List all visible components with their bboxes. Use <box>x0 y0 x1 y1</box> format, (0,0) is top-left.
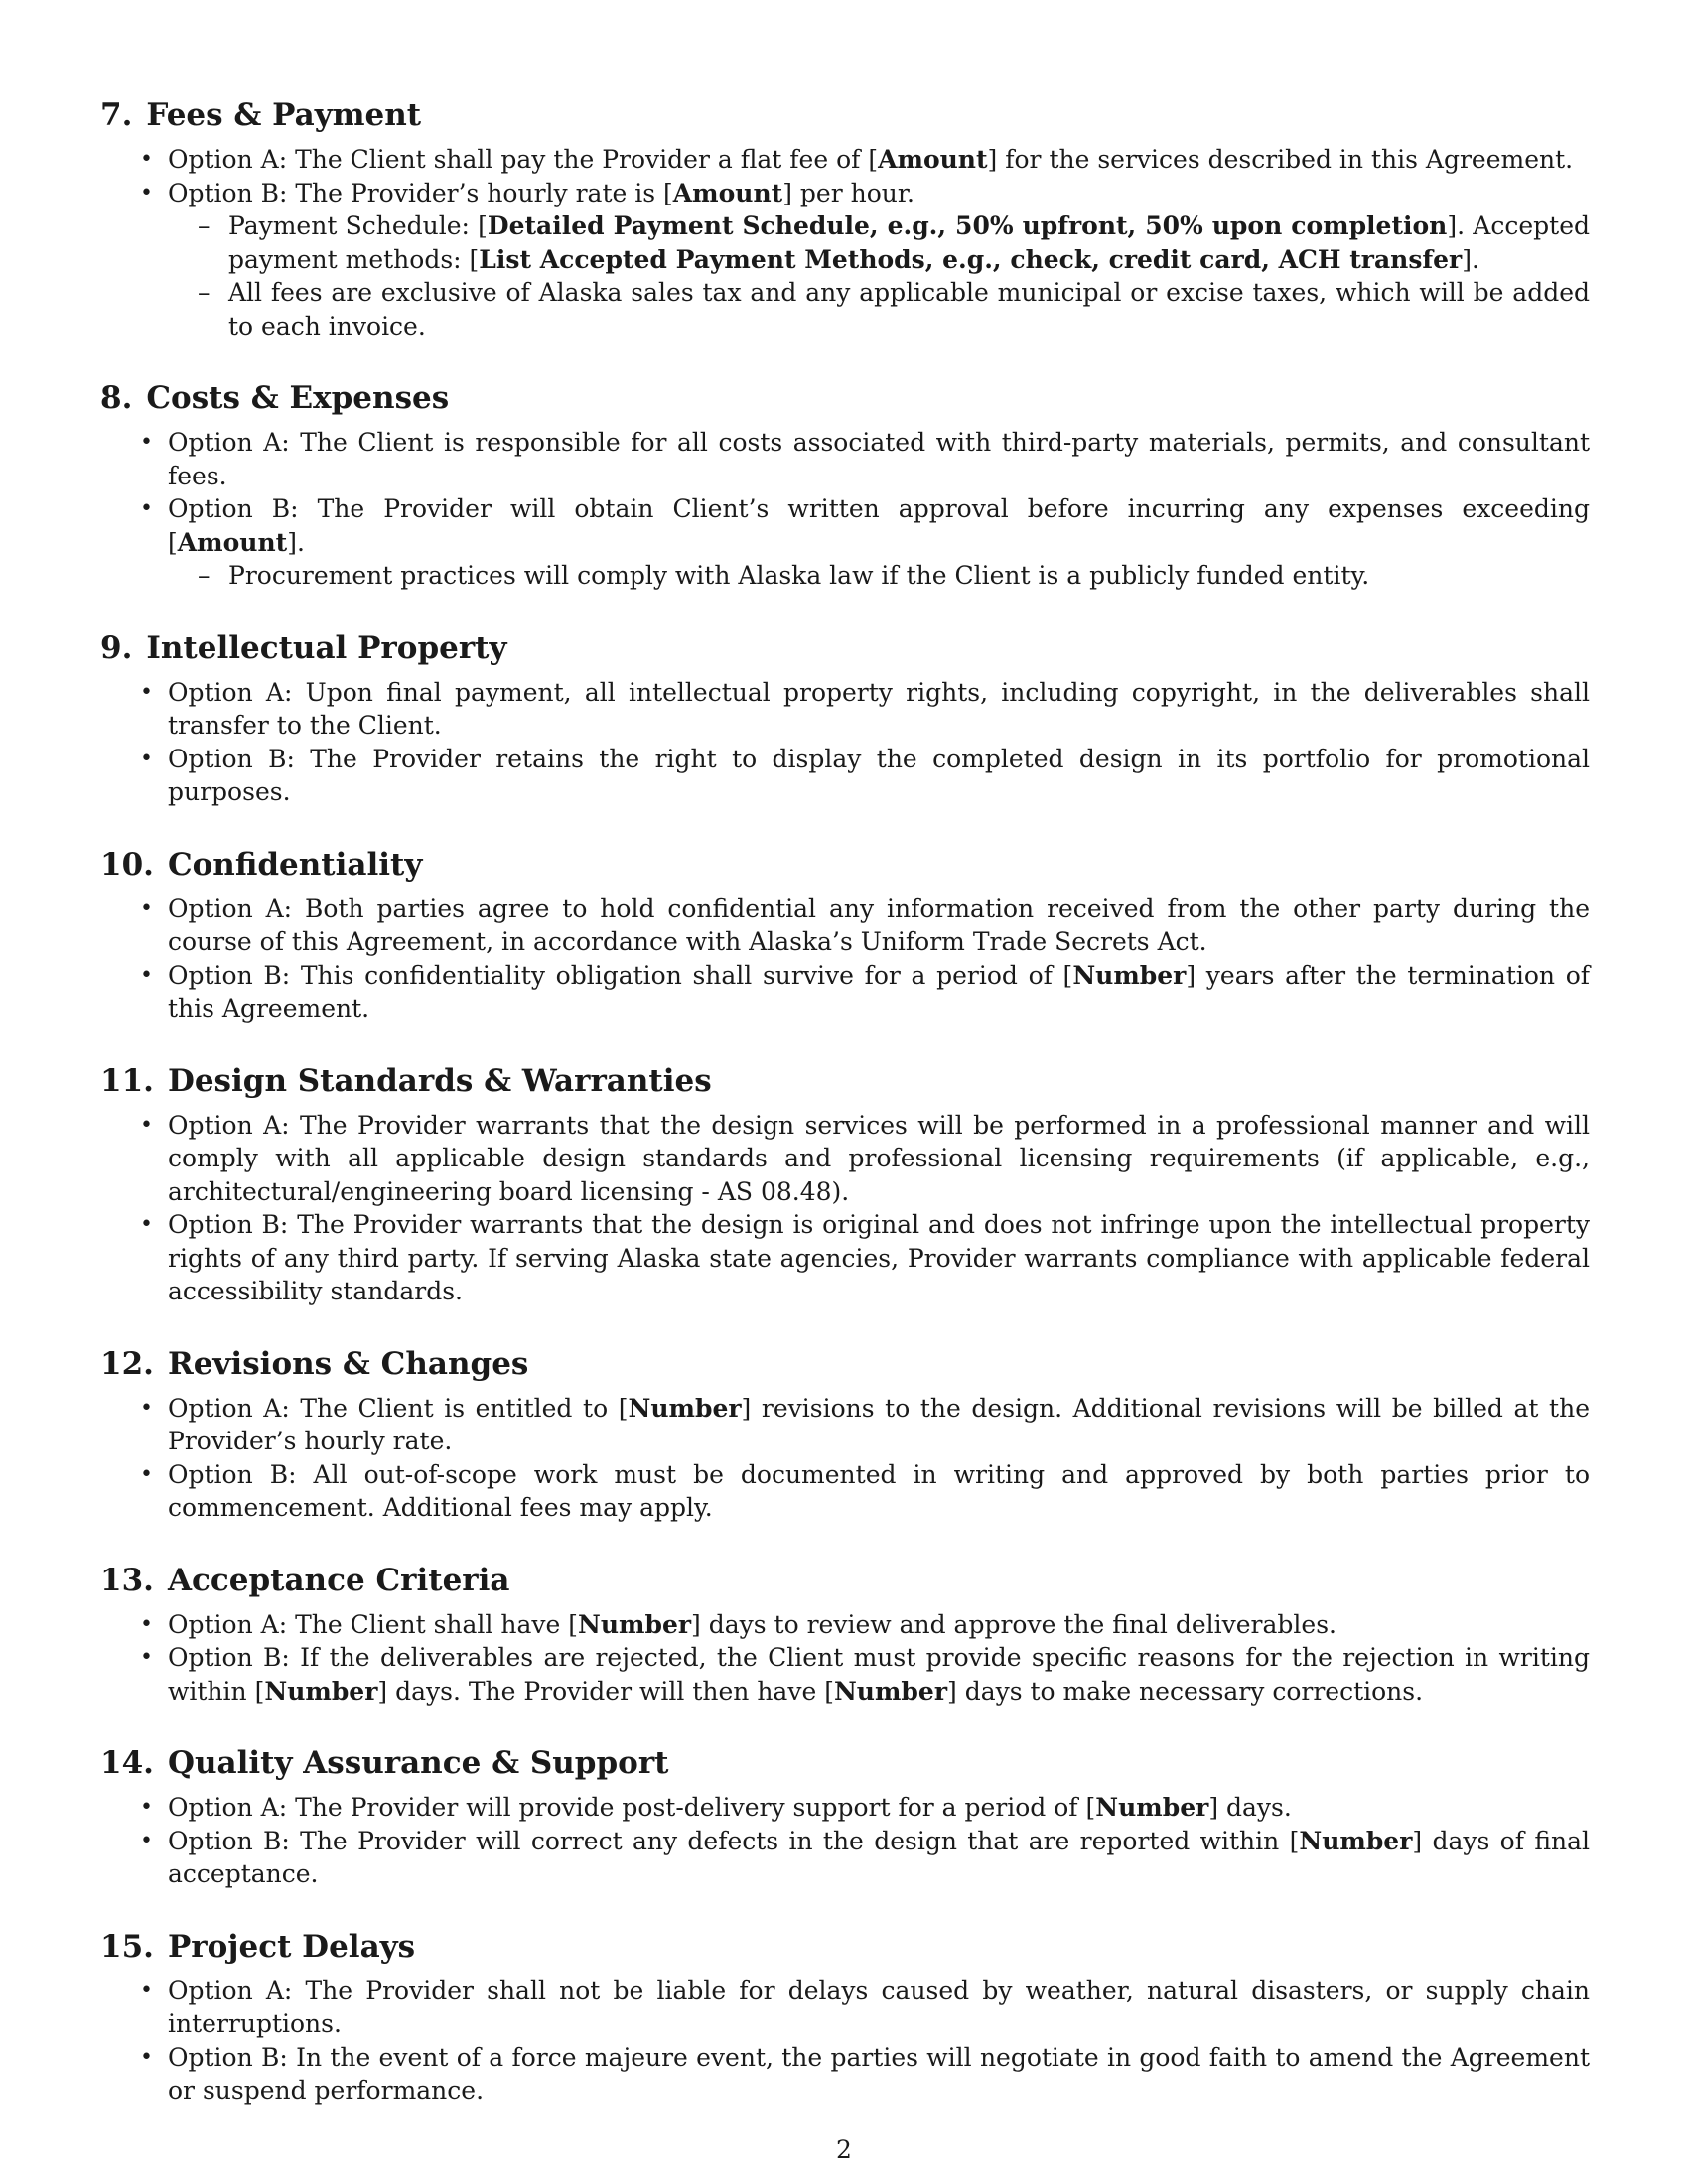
list-item <box>100 676 1590 743</box>
section-title: Project Delays <box>167 1928 416 1965</box>
option-list <box>100 1791 1590 1891</box>
text-run: Option B: The Provider will correct any defects in the design that are reported within [ <box>168 1826 1300 1855</box>
section-number: 13. <box>100 1562 154 1598</box>
text-run: Option B: This confidentiality obligation shall survive for a period of [ <box>168 960 1073 990</box>
bullet-icon: • <box>140 180 153 205</box>
list-item <box>100 1392 1590 1458</box>
placeholder-text: Number <box>264 1676 378 1706</box>
bullet-icon: • <box>140 496 153 521</box>
bullet-icon: • <box>140 1461 153 1487</box>
list-item <box>100 177 1590 343</box>
placeholder-text: List Accepted Payment Methods, e.g., check, credit card, ACH transfer <box>479 244 1463 274</box>
section <box>100 1927 1590 2108</box>
placeholder-text: Amount <box>672 178 783 207</box>
option-list <box>100 892 1590 1025</box>
bullet-icon: • <box>140 1795 153 1820</box>
bullet-icon: • <box>140 746 153 771</box>
section-number: 11. <box>100 1062 154 1099</box>
section-title: Revisions & Changes <box>167 1345 529 1382</box>
option-list <box>100 143 1590 342</box>
section-heading <box>100 1743 1590 1783</box>
bullet-icon: • <box>140 1395 153 1421</box>
placeholder-text: Number <box>1299 1826 1413 1855</box>
list-item <box>100 1791 1590 1825</box>
dash-icon: – <box>198 278 211 307</box>
section-heading <box>100 1344 1590 1384</box>
sub-list-item <box>100 559 1590 593</box>
section-title: Intellectual Property <box>146 629 507 666</box>
placeholder-text: Number <box>1095 1793 1209 1822</box>
section-title: Quality Assurance & Support <box>167 1745 669 1781</box>
section-heading <box>100 378 1590 418</box>
sub-list-item <box>100 209 1590 276</box>
list-item <box>100 143 1590 177</box>
text-run: Option A: The Provider will provide post-delivery support for a period of [ <box>168 1793 1096 1822</box>
placeholder-text: Detailed Payment Schedule, e.g., 50% upfront, 50% upon completion <box>487 211 1448 240</box>
sub-list-item <box>100 276 1590 342</box>
bullet-icon: • <box>140 2044 153 2070</box>
bullet-icon: • <box>140 147 153 172</box>
list-item <box>100 1975 1590 2041</box>
bullet-icon: • <box>140 679 153 705</box>
list-item <box>100 492 1590 593</box>
text-run: Option A: The Client is responsible for all costs associated with third-party materials, permits, and consultant fees. <box>168 428 1590 490</box>
section-heading <box>100 1927 1590 1967</box>
text-run: ] per hour. <box>782 178 915 207</box>
text-run: Option A: The Provider warrants that the design services will be performed in a professional manner and will comply with all applicable design standards and professional licensing requirements (if applicable, e.g., architectural/engineering board licensing - AS 08.48). <box>168 1110 1590 1206</box>
text-run: Option B: The Provider retains the right to display the completed design in its portfolio for promotional purposes. <box>168 744 1590 806</box>
section <box>100 628 1590 809</box>
placeholder-text: Number <box>628 1393 742 1423</box>
section <box>100 1743 1590 1891</box>
sub-list <box>168 209 1590 342</box>
section-number: 10. <box>100 846 154 883</box>
placeholder-text: Number <box>1072 960 1187 990</box>
text-run: Option B: All out-of-scope work must be documented in writing and approved by both parties prior to commencement. Additional fees may apply. <box>168 1459 1590 1522</box>
text-run: ] days of final acceptance. <box>168 1826 1590 1888</box>
bullet-icon: • <box>140 1212 153 1237</box>
text-run: Option B: In the event of a force majeure event, the parties will negotiate in good faith to amend the Agreement or suspend performance. <box>168 2042 1590 2105</box>
dash-icon: – <box>198 561 211 590</box>
text-run: Option B: The Provider warrants that the design is original and does not infringe upon the intellectual property rights of any third party. If serving Alaska state agencies, Provider warrants compliance with applicable federal accessibility standards. <box>168 1210 1590 1305</box>
list-item <box>100 892 1590 959</box>
section-title: Confidentiality <box>167 846 423 883</box>
placeholder-text: Amount <box>177 527 288 557</box>
text-run: All fees are exclusive of Alaska sales tax and any applicable municipal or excise taxes, which will be added to each invoice. <box>228 278 1590 341</box>
section-heading <box>100 1061 1590 1101</box>
list-item <box>100 1109 1590 1209</box>
bullet-icon: • <box>140 1828 153 1853</box>
dash-icon: – <box>198 211 211 240</box>
text-run: ] days to review and approve the final deliverables. <box>691 1609 1336 1639</box>
text-run: Procurement practices will comply with Alaska law if the Client is a publicly funded entity. <box>228 561 1370 590</box>
section <box>100 1344 1590 1525</box>
section-heading <box>100 628 1590 668</box>
placeholder-text: Number <box>578 1609 692 1639</box>
section-title: Design Standards & Warranties <box>167 1062 712 1099</box>
text-run: ]. <box>1462 244 1479 274</box>
text-run: Option A: The Client is entitled to [ <box>168 1393 629 1423</box>
bullet-icon: • <box>140 1112 153 1138</box>
text-run: [ <box>868 145 879 174</box>
section-heading <box>100 845 1590 885</box>
text-run: ] revisions to the design. Additional revisions will be billed at the Provider’s hourly rate. <box>168 1393 1590 1455</box>
section-number: 7. <box>100 97 133 133</box>
text-run: ] days. <box>1208 1793 1292 1822</box>
text-run: Option A: The Client shall pay the Provider a flat fee of <box>168 145 869 174</box>
list-item <box>100 1608 1590 1642</box>
option-list <box>100 1608 1590 1708</box>
list-item <box>100 959 1590 1025</box>
bullet-icon: • <box>140 430 153 455</box>
bullet-icon: • <box>140 1611 153 1637</box>
sub-list <box>168 559 1590 593</box>
text-run: ] days. The Provider will then have [ <box>377 1676 834 1706</box>
placeholder-text: Number <box>833 1676 947 1706</box>
text-run: ] for the services described in this Agreement. <box>987 145 1574 174</box>
section-title: Acceptance Criteria <box>167 1562 510 1598</box>
bullet-icon: • <box>140 1645 153 1670</box>
section <box>100 1561 1590 1708</box>
text-run: Payment Schedule: [ <box>228 211 488 240</box>
section <box>100 845 1590 1025</box>
section-number: 12. <box>100 1345 154 1382</box>
document-body <box>100 95 1590 2143</box>
section-number: 15. <box>100 1928 154 1965</box>
section-heading <box>100 1561 1590 1600</box>
text-run: Option A: The Client shall have [ <box>168 1609 578 1639</box>
list-item <box>100 743 1590 809</box>
text-run: ]. <box>287 527 305 557</box>
section <box>100 1061 1590 1308</box>
option-list <box>100 1975 1590 2108</box>
page-number: 2 <box>836 2135 852 2164</box>
text-run: Option B: The Provider’s hourly rate is [ <box>168 178 673 207</box>
section <box>100 95 1590 342</box>
placeholder-text: Amount <box>878 145 988 174</box>
text-run: Option A: Upon final payment, all intellectual property rights, including copyright, in the deliverables shall transfer to the Client. <box>168 677 1590 740</box>
bullet-icon: • <box>140 962 153 988</box>
text-run: ] days to make necessary corrections. <box>947 1676 1424 1706</box>
option-list <box>100 676 1590 809</box>
option-list <box>100 426 1590 593</box>
list-item <box>100 1825 1590 1891</box>
list-item <box>100 1208 1590 1308</box>
option-list <box>100 1392 1590 1525</box>
text-run: ]. Accepted payment methods: [ <box>228 211 1590 274</box>
text-run: Option A: Both parties agree to hold confidential any information received from the other party during the course of this Agreement, in accordance with Alaska’s Uniform Trade Secrets Act. <box>168 893 1590 956</box>
bullet-icon: • <box>140 895 153 921</box>
text-run: Option A: The Provider shall not be liable for delays caused by weather, natural disasters, or supply chain interruptions. <box>168 1976 1590 2038</box>
section-title: Fees & Payment <box>146 97 422 133</box>
option-list <box>100 1109 1590 1308</box>
section-title: Costs & Expenses <box>146 380 450 416</box>
text-run: Option B: The Provider will obtain Client’s written approval before incurring any expenses exceeding [ <box>168 494 1590 557</box>
section-number: 9. <box>100 629 133 666</box>
section-number: 8. <box>100 380 133 416</box>
section <box>100 378 1590 593</box>
list-item <box>100 426 1590 492</box>
section-heading <box>100 95 1590 135</box>
list-item <box>100 1458 1590 1525</box>
section-number: 14. <box>100 1745 154 1781</box>
list-item <box>100 2041 1590 2108</box>
bullet-icon: • <box>140 1978 153 2003</box>
text-run: ] years after the termination of this Agreement. <box>168 960 1591 1023</box>
text-run: Option B: If the deliverables are rejected, the Client must provide specific reasons for the rejection in writing within [ <box>168 1643 1590 1706</box>
list-item <box>100 1641 1590 1707</box>
